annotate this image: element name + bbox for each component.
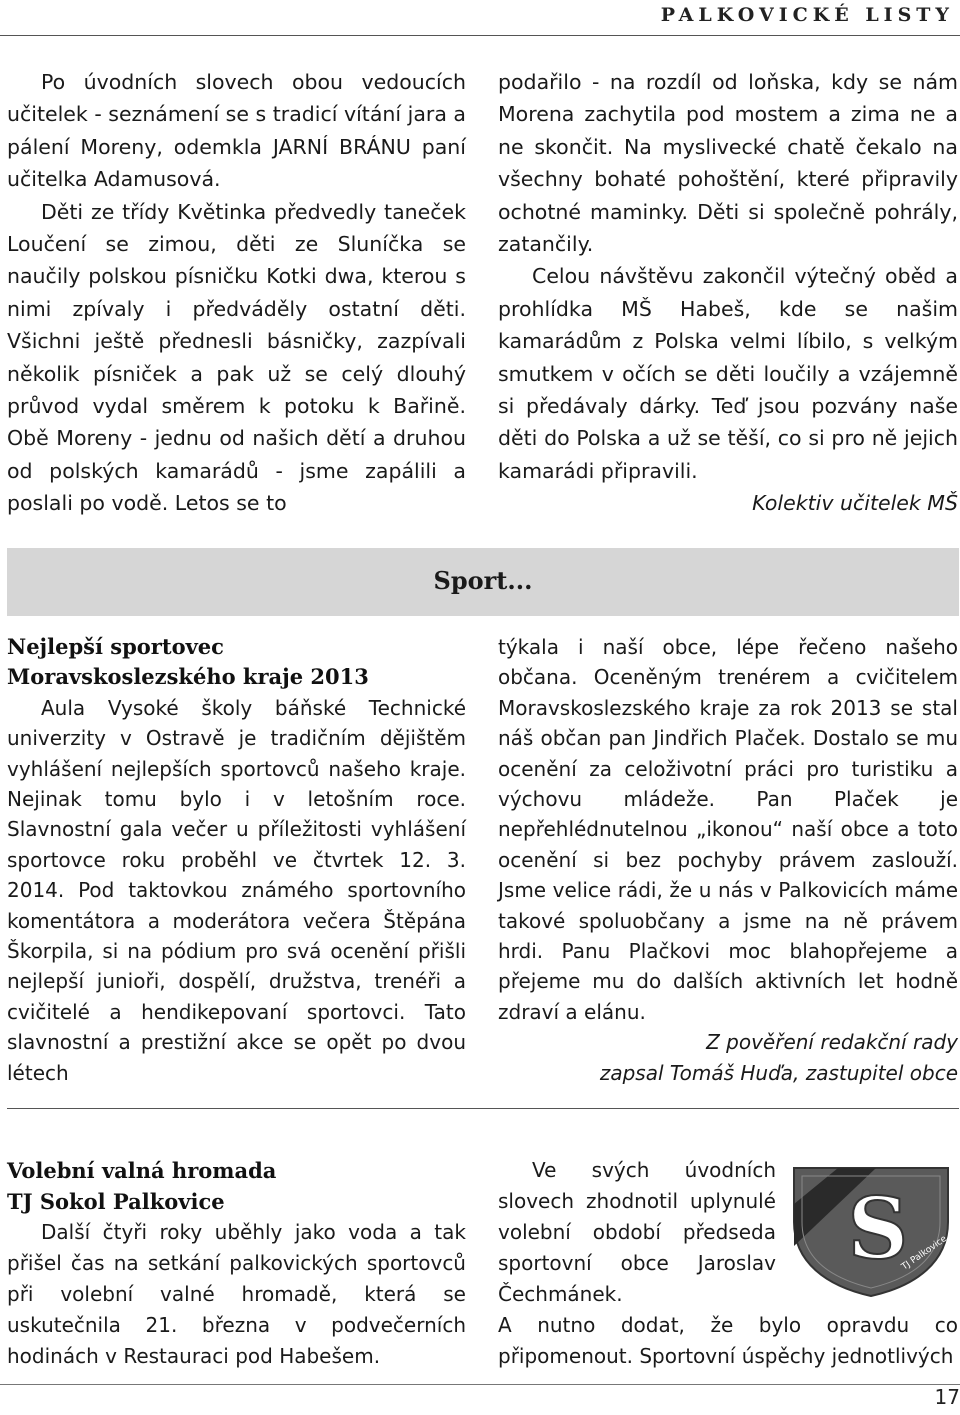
article1-signature: Kolektiv učitelek MŠ (752, 491, 958, 516)
section-divider (7, 1108, 959, 1109)
article3-paragraph-3: A nutno dodat, že bylo opravdu co připomenout. Sportovní úspěchy jednotlivých (498, 1313, 958, 1368)
article3-column-left (7, 1155, 466, 1372)
page-number: 17 (934, 1385, 960, 1409)
svg-text:S: S (847, 1179, 909, 1278)
article2-heading-line1: Nejlepší sportovec (7, 634, 224, 659)
article2-column-right (498, 632, 958, 1088)
article2-signature-line2: zapsal Tomáš Huďa, zastupitel obce (599, 1060, 958, 1085)
article2-paragraph-1: Aula Vysoké školy báňské Technické univerzity v Ostravě je tradičním dějištěm vyhlášení nejlepších sportovců našeho kraje. Nejinak tomu bylo i v letošním roce. Slavnostní gala večer u příležitosti vyhlášení sportovce roku proběhl ve čtvrtek 12. 3. 2014. Pod taktovkou známého sportovního komentátora a moderátora večera Štěpána Škorpila, si na pódium pro svá ocenění přišli nejlepší junioři, dospělí, družstva, trenéři a cvičitelé a hendikepovaní sportovci. Tato slavnostní a prestižní akce se opět po dvou létech (7, 695, 466, 1085)
article3-heading (7, 1155, 466, 1217)
footer-rule (0, 1384, 960, 1385)
article3-heading-line2: TJ Sokol Palkovice (7, 1189, 225, 1214)
svg-text:TJ Palkovice: TJ Palkovice (899, 1234, 949, 1273)
article3-wrapped-text (498, 1155, 776, 1310)
article3-heading-line1: Volební valná hromada (7, 1158, 277, 1183)
article1-column-right (498, 66, 958, 520)
article2-signature-line1: Z pověření redakční rady (706, 1030, 958, 1055)
article3-paragraph-2: Ve svých úvodních slovech zhodnotil uplynulé volební období předseda sportovní obce Jaroslav Čechmánek. (498, 1158, 776, 1306)
sokol-emblem-icon (786, 1160, 958, 1300)
article1-paragraph-2: Děti ze třídy Květinka předvedly taneček Loučení se zimou, děti ze Sluníčka se naučily polskou písničku Kotki dwa, kterou s nimi zpívaly i předváděly ostatní děti. Všichni ještě přednesli básničky, zazpívali několik písniček a pak už se celý dlouhý průvod vydal směrem k potoku k Bařině. Obě Moreny - jednu od našich dětí a druhou od polských kamarádů - jsme zapálili a poslali po vodě. Letos se to (7, 199, 466, 516)
article1-paragraph-3: podařilo - na rozdíl od loňska, kdy se nám Morena zachytila pod mostem a zima ne a ne skončit. Na myslivecké chatě čekalo na všechny bohaté pohoštění, které připravily ochotné maminky. Děti si společně pohrály, zatančily. (498, 70, 958, 257)
article1-column-left (7, 66, 466, 520)
publication-title: PALKOVICKÉ LISTY (660, 4, 954, 26)
article2-heading (7, 632, 466, 693)
article2-paragraph-2: týkala i naší obce, lépe řečeno našeho občana. Oceněným trenérem a cvičitelem Moravskoslezského kraje za rok 2013 se stal náš občan pan Jindřich Plaček. Dostalo se mu ocenění za celoživotní práci pro turistiku a výchovu mládeže. Pan Plaček je nepřehlédnutelnou „ikonou“ naší obce a toto ocenění si bez pochyby právem zaslouží. Jsme velice rádi, že u nás v Palkovicích máme takové spoluobčany a jsme na ně právem hrdi. Panu Plačkovi moc blahopřejeme a přejeme mu do dalších aktivních let hodně zdraví a elánu. (498, 635, 958, 1024)
article1-paragraph-1: Po úvodních slovech obou vedoucích učitelek - seznámení se s tradicí vítání jara a pálení Moreny, odemkla JARNÍ BRÁNU paní učitelka Adamusová. (7, 70, 466, 192)
article2-column-left (7, 632, 466, 1088)
article1-paragraph-4: Celou návštěvu zakončil výtečný oběd a prohlídka MŠ Habeš, kde se našim kamarádům z Polska velmi líbilo, s velkým smutkem v očích se děti loučily a vzájemně si předávaly dárky. Teď jsou pozvány naše děti do Polska a už se těší, co si pro ně jejich kamarádi připravili. (498, 264, 958, 483)
page-header (0, 0, 960, 36)
article2-heading-line2: Moravskoslezského kraje 2013 (7, 664, 369, 690)
article2-signature (498, 1027, 958, 1088)
section-title: Sport... (433, 566, 533, 595)
section-band (7, 548, 959, 616)
article3-paragraph-1: Další čtyři roky uběhly jako voda a tak přišel čas na setkání palkovických sportovců při volební valné hromadě, která se uskutečnila 21. března v podvečerních hodinách v Restauraci pod Habešem. (7, 1220, 466, 1368)
